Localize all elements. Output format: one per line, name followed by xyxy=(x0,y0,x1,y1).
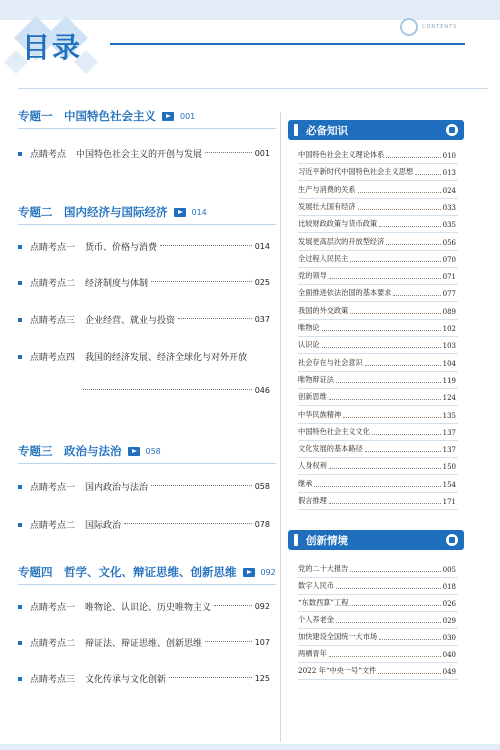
dot-leader xyxy=(378,673,440,674)
row-rule xyxy=(298,336,458,337)
column-divider xyxy=(280,112,281,742)
row-rule xyxy=(298,440,458,441)
header-deco xyxy=(294,534,298,546)
item-page: 070 xyxy=(442,255,456,264)
item-text: 中华民族精神 xyxy=(298,409,342,419)
entry-page: 001 xyxy=(254,149,270,158)
dot-leader xyxy=(415,174,441,175)
header-rule xyxy=(110,43,465,45)
entry-text: 货币、价格与消费 xyxy=(85,243,158,253)
item-page: 040 xyxy=(442,651,456,659)
toc-entry[interactable] xyxy=(18,276,270,289)
item-page: 102 xyxy=(442,325,456,333)
toc-entry[interactable] xyxy=(18,672,270,685)
entry-text: 中国特色社会主义的开创与发展 xyxy=(76,150,203,160)
toc-entry[interactable] xyxy=(18,240,270,253)
play-icon xyxy=(243,568,255,577)
topic-page: 001 xyxy=(180,111,196,121)
row-rule xyxy=(298,163,458,164)
item-page: 005 xyxy=(442,566,456,574)
item-page: 150 xyxy=(442,463,456,472)
play-icon xyxy=(128,447,140,456)
topic-rule xyxy=(18,224,276,225)
topic-heading[interactable] xyxy=(18,564,276,580)
item-text: 文化发展的基本路径 xyxy=(298,444,363,454)
item-text: 党的领导 xyxy=(298,271,327,281)
toc-entry[interactable] xyxy=(18,636,270,649)
index-item[interactable] xyxy=(298,202,456,212)
bullet-icon xyxy=(18,605,22,609)
index-item[interactable] xyxy=(298,479,456,489)
entry-kp: 点睛考点三 xyxy=(30,675,76,685)
topic-heading[interactable] xyxy=(18,443,161,459)
item-text: 加快建设全国统一大市场 xyxy=(298,632,378,641)
dot-leader xyxy=(151,485,252,486)
row-rule xyxy=(298,371,458,372)
index-item[interactable] xyxy=(298,254,456,264)
toc-entry[interactable] xyxy=(18,313,270,326)
row-rule xyxy=(298,628,458,629)
bullet-icon xyxy=(18,245,22,249)
index-item[interactable] xyxy=(298,444,456,454)
header-subrule xyxy=(18,88,488,89)
entry-page: 046 xyxy=(254,386,270,395)
index-item[interactable] xyxy=(298,167,456,177)
row-rule xyxy=(298,388,458,389)
item-text: 发展更高层次的开放型经济 xyxy=(298,236,385,246)
dot-leader xyxy=(336,382,441,383)
dot-leader xyxy=(386,244,440,245)
item-text: 发展壮大国有经济 xyxy=(298,201,356,211)
index-item[interactable] xyxy=(298,427,456,437)
index-item[interactable] xyxy=(298,649,456,659)
contents-label: CONTENTS xyxy=(422,24,458,30)
index-item[interactable] xyxy=(298,237,456,247)
dot-leader xyxy=(314,486,440,487)
dot-leader xyxy=(372,434,441,435)
entry-text: 国际政治 xyxy=(85,521,122,531)
entry-kp: 点睛考点二 xyxy=(30,521,76,531)
item-page: 103 xyxy=(442,342,456,351)
dot-leader xyxy=(169,677,252,678)
page-title: 目录 xyxy=(22,31,83,64)
topic-heading[interactable] xyxy=(18,204,207,220)
toc-entry[interactable] xyxy=(18,518,270,531)
entry-kp: 点睛考点三 xyxy=(30,316,76,326)
row-rule xyxy=(298,180,458,181)
index-item[interactable] xyxy=(298,496,456,506)
dot-leader xyxy=(358,209,441,210)
bullet-icon xyxy=(18,641,22,645)
item-text: 习近平新时代中国特色社会主义思想 xyxy=(298,167,414,177)
entry-kp: 点睛考点 xyxy=(30,150,67,160)
item-page: 010 xyxy=(442,152,456,160)
topic-label: 专题四 哲学、文化、辩证思维、创新思维 xyxy=(18,565,237,579)
topic-page: 014 xyxy=(191,207,207,217)
entry-page: 092 xyxy=(254,602,270,611)
index-item[interactable] xyxy=(298,666,456,676)
entry-kp: 点睛考点一 xyxy=(30,603,76,613)
item-text: 唯物辩证法 xyxy=(298,374,334,384)
row-rule xyxy=(298,301,458,302)
row-rule xyxy=(298,679,458,680)
row-rule xyxy=(298,405,458,406)
topic-rule xyxy=(18,128,276,129)
dot-leader xyxy=(336,622,441,623)
entry-text: 辩证法、辩证思维、创新思维 xyxy=(85,639,203,649)
row-rule xyxy=(298,509,458,510)
innovation-title: 创新情境 xyxy=(306,534,348,547)
knowledge-icon xyxy=(446,124,458,136)
item-page: 035 xyxy=(442,221,456,230)
item-text: 社会存在与社会意识 xyxy=(298,357,363,367)
index-item[interactable] xyxy=(298,150,456,160)
dot-leader xyxy=(205,152,252,153)
dot-leader xyxy=(178,318,252,319)
search-icon xyxy=(400,18,418,36)
dot-leader xyxy=(336,588,441,589)
knowledge-header xyxy=(288,120,464,140)
row-rule xyxy=(298,594,458,595)
bottom-band xyxy=(0,744,500,750)
row-rule xyxy=(298,457,458,458)
item-page: 135 xyxy=(442,411,456,420)
index-item[interactable] xyxy=(298,375,456,385)
row-rule xyxy=(298,662,458,663)
item-page: 071 xyxy=(442,273,456,282)
dot-leader xyxy=(83,389,252,390)
dot-leader xyxy=(365,451,441,452)
index-item[interactable] xyxy=(298,564,456,574)
entry-page: 058 xyxy=(254,482,270,491)
item-page: 026 xyxy=(442,600,456,608)
topic-label: 专题三 政治与法治 xyxy=(18,444,122,458)
lightning-icon xyxy=(446,534,458,546)
index-item[interactable] xyxy=(298,219,456,229)
dot-leader xyxy=(322,347,441,348)
index-item[interactable] xyxy=(298,185,456,195)
bullet-icon xyxy=(18,677,22,681)
dot-leader xyxy=(350,605,440,606)
item-text: 创新思维 xyxy=(298,392,327,402)
item-text: 中国特色社会主义文化 xyxy=(298,426,370,436)
item-text: 继承 xyxy=(298,478,313,488)
toc-entry-continued[interactable] xyxy=(18,386,270,395)
dot-leader xyxy=(350,571,440,572)
bullet-icon xyxy=(18,318,22,322)
item-page: 171 xyxy=(442,498,456,506)
entry-text: 企业经营、就业与投资 xyxy=(85,316,176,326)
bullet-icon xyxy=(18,152,22,156)
bullet-icon xyxy=(18,281,22,285)
dot-leader xyxy=(365,365,441,366)
item-page: 119 xyxy=(442,376,456,385)
toc-entry[interactable] xyxy=(18,480,270,493)
index-item[interactable] xyxy=(298,288,456,298)
entry-text: 文化传承与文化创新 xyxy=(85,675,167,685)
item-text: 生产与消费的关系 xyxy=(298,184,356,194)
dot-leader xyxy=(214,605,252,606)
item-text: 全过程人民民主 xyxy=(298,253,349,263)
row-rule xyxy=(298,492,458,493)
entry-text: 国内政治与法治 xyxy=(85,483,149,493)
item-page: 137 xyxy=(442,446,456,455)
dot-leader xyxy=(329,503,441,504)
item-page: 018 xyxy=(442,583,456,591)
item-text: 认识论 xyxy=(298,340,320,350)
toc-entry[interactable] xyxy=(18,147,270,160)
row-rule xyxy=(298,423,458,424)
row-rule xyxy=(298,267,458,268)
dot-leader xyxy=(329,468,441,469)
entry-page: 107 xyxy=(254,638,270,647)
index-item[interactable] xyxy=(298,581,456,591)
item-page: 077 xyxy=(442,290,456,299)
topic-rule xyxy=(18,463,276,464)
index-item[interactable] xyxy=(298,632,456,642)
item-page: 154 xyxy=(442,480,456,489)
topic-label: 专题二 国内经济与国际经济 xyxy=(18,205,168,219)
index-item[interactable] xyxy=(298,323,456,333)
entry-text: 唯物论、认识论、历史唯物主义 xyxy=(85,603,212,613)
dot-leader xyxy=(379,639,441,640)
entry-kp: 点睛考点一 xyxy=(30,243,76,253)
item-page: 013 xyxy=(442,169,456,178)
topic-label: 专题一 中国特色社会主义 xyxy=(18,109,156,123)
play-icon xyxy=(162,112,174,121)
topic-page: 058 xyxy=(145,446,161,456)
index-item[interactable] xyxy=(298,340,456,350)
row-rule xyxy=(298,611,458,612)
item-text: 数字人民币 xyxy=(298,581,334,590)
index-item[interactable] xyxy=(298,306,456,316)
item-text: 中国特色社会主义理论体系 xyxy=(298,150,385,159)
dot-leader xyxy=(358,192,441,193)
row-rule xyxy=(298,474,458,475)
item-text: 人身权利 xyxy=(298,461,327,471)
item-page: 030 xyxy=(442,634,456,642)
entry-page: 125 xyxy=(254,674,270,683)
index-item[interactable] xyxy=(298,461,456,471)
toc-entry[interactable] xyxy=(18,350,270,363)
topic-page: 092 xyxy=(260,567,276,577)
row-rule xyxy=(298,284,458,285)
dot-leader xyxy=(329,656,441,657)
row-rule xyxy=(298,232,458,233)
toc-entry[interactable] xyxy=(18,600,270,613)
bullet-icon xyxy=(18,523,22,527)
item-text: 我国的外交政策 xyxy=(298,305,349,315)
dot-leader xyxy=(124,523,252,524)
index-item[interactable] xyxy=(298,615,456,625)
index-item[interactable] xyxy=(298,271,456,281)
row-rule xyxy=(298,577,458,578)
row-rule xyxy=(298,645,458,646)
item-page: 049 xyxy=(442,668,456,676)
row-rule xyxy=(298,319,458,320)
index-item[interactable] xyxy=(298,358,456,368)
entry-page: 078 xyxy=(254,520,270,529)
bullet-icon xyxy=(18,485,22,489)
item-page: 124 xyxy=(442,394,456,403)
dot-leader xyxy=(350,313,440,314)
dot-leader xyxy=(151,281,252,282)
dot-leader xyxy=(205,641,252,642)
item-page: 137 xyxy=(442,428,456,437)
entry-text: 经济制度与体制 xyxy=(85,279,149,289)
index-item[interactable] xyxy=(298,392,456,402)
item-text: 假言推理 xyxy=(298,496,327,505)
entry-kp: 点睛考点二 xyxy=(30,279,76,289)
dot-leader xyxy=(386,157,440,158)
item-page: 029 xyxy=(442,617,456,625)
topic-heading[interactable] xyxy=(18,108,195,124)
item-page: 024 xyxy=(442,186,456,195)
item-text: 比较财政政策与货币政策 xyxy=(298,219,378,229)
item-text: 党的二十大报告 xyxy=(298,564,349,573)
row-rule xyxy=(298,215,458,216)
innovation-header xyxy=(288,530,464,550)
play-icon xyxy=(174,208,186,217)
dot-leader xyxy=(160,245,252,246)
entry-page: 037 xyxy=(254,315,270,324)
entry-page: 014 xyxy=(254,242,270,251)
row-rule xyxy=(298,353,458,354)
entry-page: 025 xyxy=(254,278,270,287)
item-text: 两栖青年 xyxy=(298,649,327,658)
item-page: 089 xyxy=(442,307,456,316)
bullet-icon xyxy=(18,355,22,359)
item-text: 全面推进依法治国的基本要求 xyxy=(298,288,392,298)
row-rule xyxy=(298,198,458,199)
item-text: 唯物论 xyxy=(298,323,320,332)
dot-leader xyxy=(322,330,441,331)
item-page: 104 xyxy=(442,359,456,368)
row-rule xyxy=(298,250,458,251)
item-page: 033 xyxy=(442,203,456,212)
entry-kp: 点睛考点四 xyxy=(30,353,76,363)
dot-leader xyxy=(350,261,440,262)
entry-text: 我国的经济发展、经济全球化与对外开放 xyxy=(85,353,248,363)
item-text: 个人养老金 xyxy=(298,615,334,624)
knowledge-title: 必备知识 xyxy=(306,124,348,137)
header-deco xyxy=(294,124,298,136)
index-item[interactable] xyxy=(298,598,456,608)
index-item[interactable] xyxy=(298,410,456,420)
dot-leader xyxy=(393,295,440,296)
item-page: 056 xyxy=(442,238,456,247)
dot-leader xyxy=(379,226,441,227)
dot-leader xyxy=(329,278,441,279)
topic-rule xyxy=(18,584,276,585)
entry-kp: 点睛考点一 xyxy=(30,483,76,493)
dot-leader xyxy=(343,417,440,418)
item-text: “东数西算”工程 xyxy=(298,598,349,607)
dot-leader xyxy=(329,399,441,400)
item-text: 2022 年“中央一号”文件 xyxy=(298,666,377,675)
entry-kp: 点睛考点二 xyxy=(30,639,76,649)
